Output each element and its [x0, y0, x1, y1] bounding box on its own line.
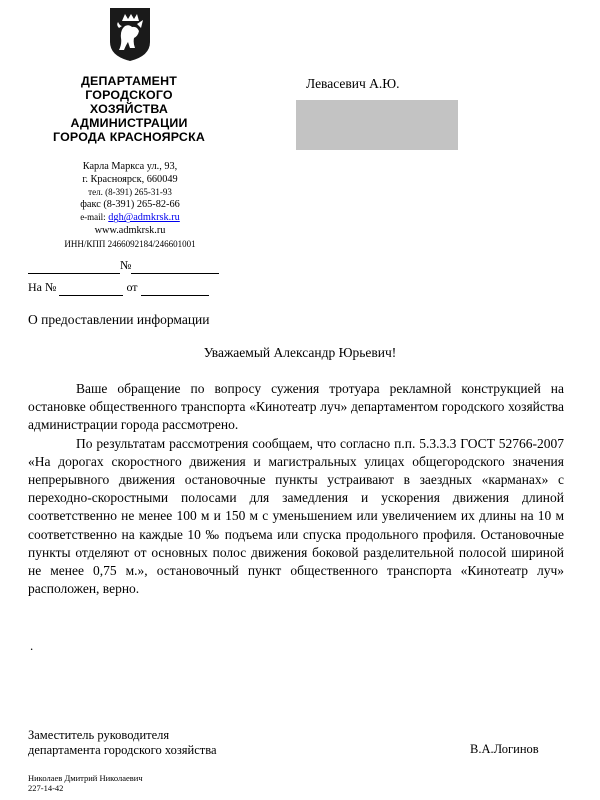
reg-date-blank [28, 258, 120, 274]
department-line: ГОРОДА КРАСНОЯРСКА [53, 130, 205, 144]
department-line: ХОЗЯЙСТВА [89, 102, 169, 116]
email-line [40, 211, 220, 225]
reg-number-blank [131, 258, 219, 274]
contacts-block [40, 161, 220, 250]
reference-date-blank [141, 280, 209, 296]
signer-position [28, 728, 217, 757]
department-line: ДЕПАРТАМЕНТ [80, 74, 178, 88]
email-link[interactable]: dgh@admkrsk.ru [108, 212, 180, 224]
reference-line [28, 280, 209, 296]
reg-number-sign: № [120, 258, 132, 272]
trailing-dot: . [30, 638, 34, 653]
registration-number-line [28, 258, 219, 274]
fax-line: факс (8-391) 265-82-66 [80, 198, 180, 210]
department-name [44, 74, 214, 144]
signer-name: В.А.Логинов [470, 742, 539, 756]
department-line: ГОРОДСКОГО [85, 88, 173, 102]
reference-number-blank [59, 280, 123, 296]
website-line: www.admkrsk.ru [94, 224, 166, 236]
executor-phone: 227-14-42 [28, 783, 64, 793]
signer-position-line-1: Заместитель руководителя [28, 728, 170, 742]
reference-from: от [126, 280, 138, 294]
address-line-2: г. Красноярск, 660049 [82, 173, 178, 185]
executor-info [28, 773, 143, 793]
redacted-address [296, 100, 458, 150]
paragraph-1: Ваше обращение по вопросу сужения тротуара рекламной конструкцией на остановке общественного транспорта «Кинотеатр луч» департаментом городского хозяйства администрации города рассмотрено. [28, 381, 564, 433]
address-line-1: Карла Маркса ул., 93, [82, 161, 178, 172]
department-line: АДМИНИСТРАЦИИ [70, 116, 188, 130]
coat-of-arms-emblem [108, 6, 152, 62]
reference-prefix: На № [28, 280, 57, 294]
inn-kpp-line: ИНН/КПП 2466092184/246601001 [64, 238, 196, 249]
letter-subject: О предоставлении информации [28, 312, 210, 327]
letter-salutation: Уважаемый Александр Юрьевич! [203, 345, 397, 360]
letter-body [28, 380, 564, 598]
paragraph-2: По результатам рассмотрения сообщаем, что согласно п.п. 5.3.3.3 ГОСТ 52766-2007 «На дорогах скоростного движения и магистральных улицах общегородского значения непрерывного движения остановочные пункты устраивают в заездных «карманах» с переходно-скоростными полосами для замедления и ускорения движения длиной соответственно не менее 100 м и 150 м с уменьшением или увеличением их длины на 10 м соответственно на каждые 10 ‰ подъема или спуска продольного профиля. Остановочные пункты отделяют от основных полос движения боковой разделительной полосой шириной не менее 0,75 м.», остановочный пункт общественного транспорта «Кинотеатр луч» расположен, верно. [28, 435, 564, 597]
addressee-name: Левасевич А.Ю. [306, 76, 400, 91]
signer-position-line-2: департамента городского хозяйства [28, 742, 217, 757]
phone-line: тел. (8-391) 265-31-93 [88, 187, 172, 198]
executor-name: Николаев Дмитрий Николаевич [28, 773, 143, 783]
email-label: e-mail: [80, 212, 106, 223]
